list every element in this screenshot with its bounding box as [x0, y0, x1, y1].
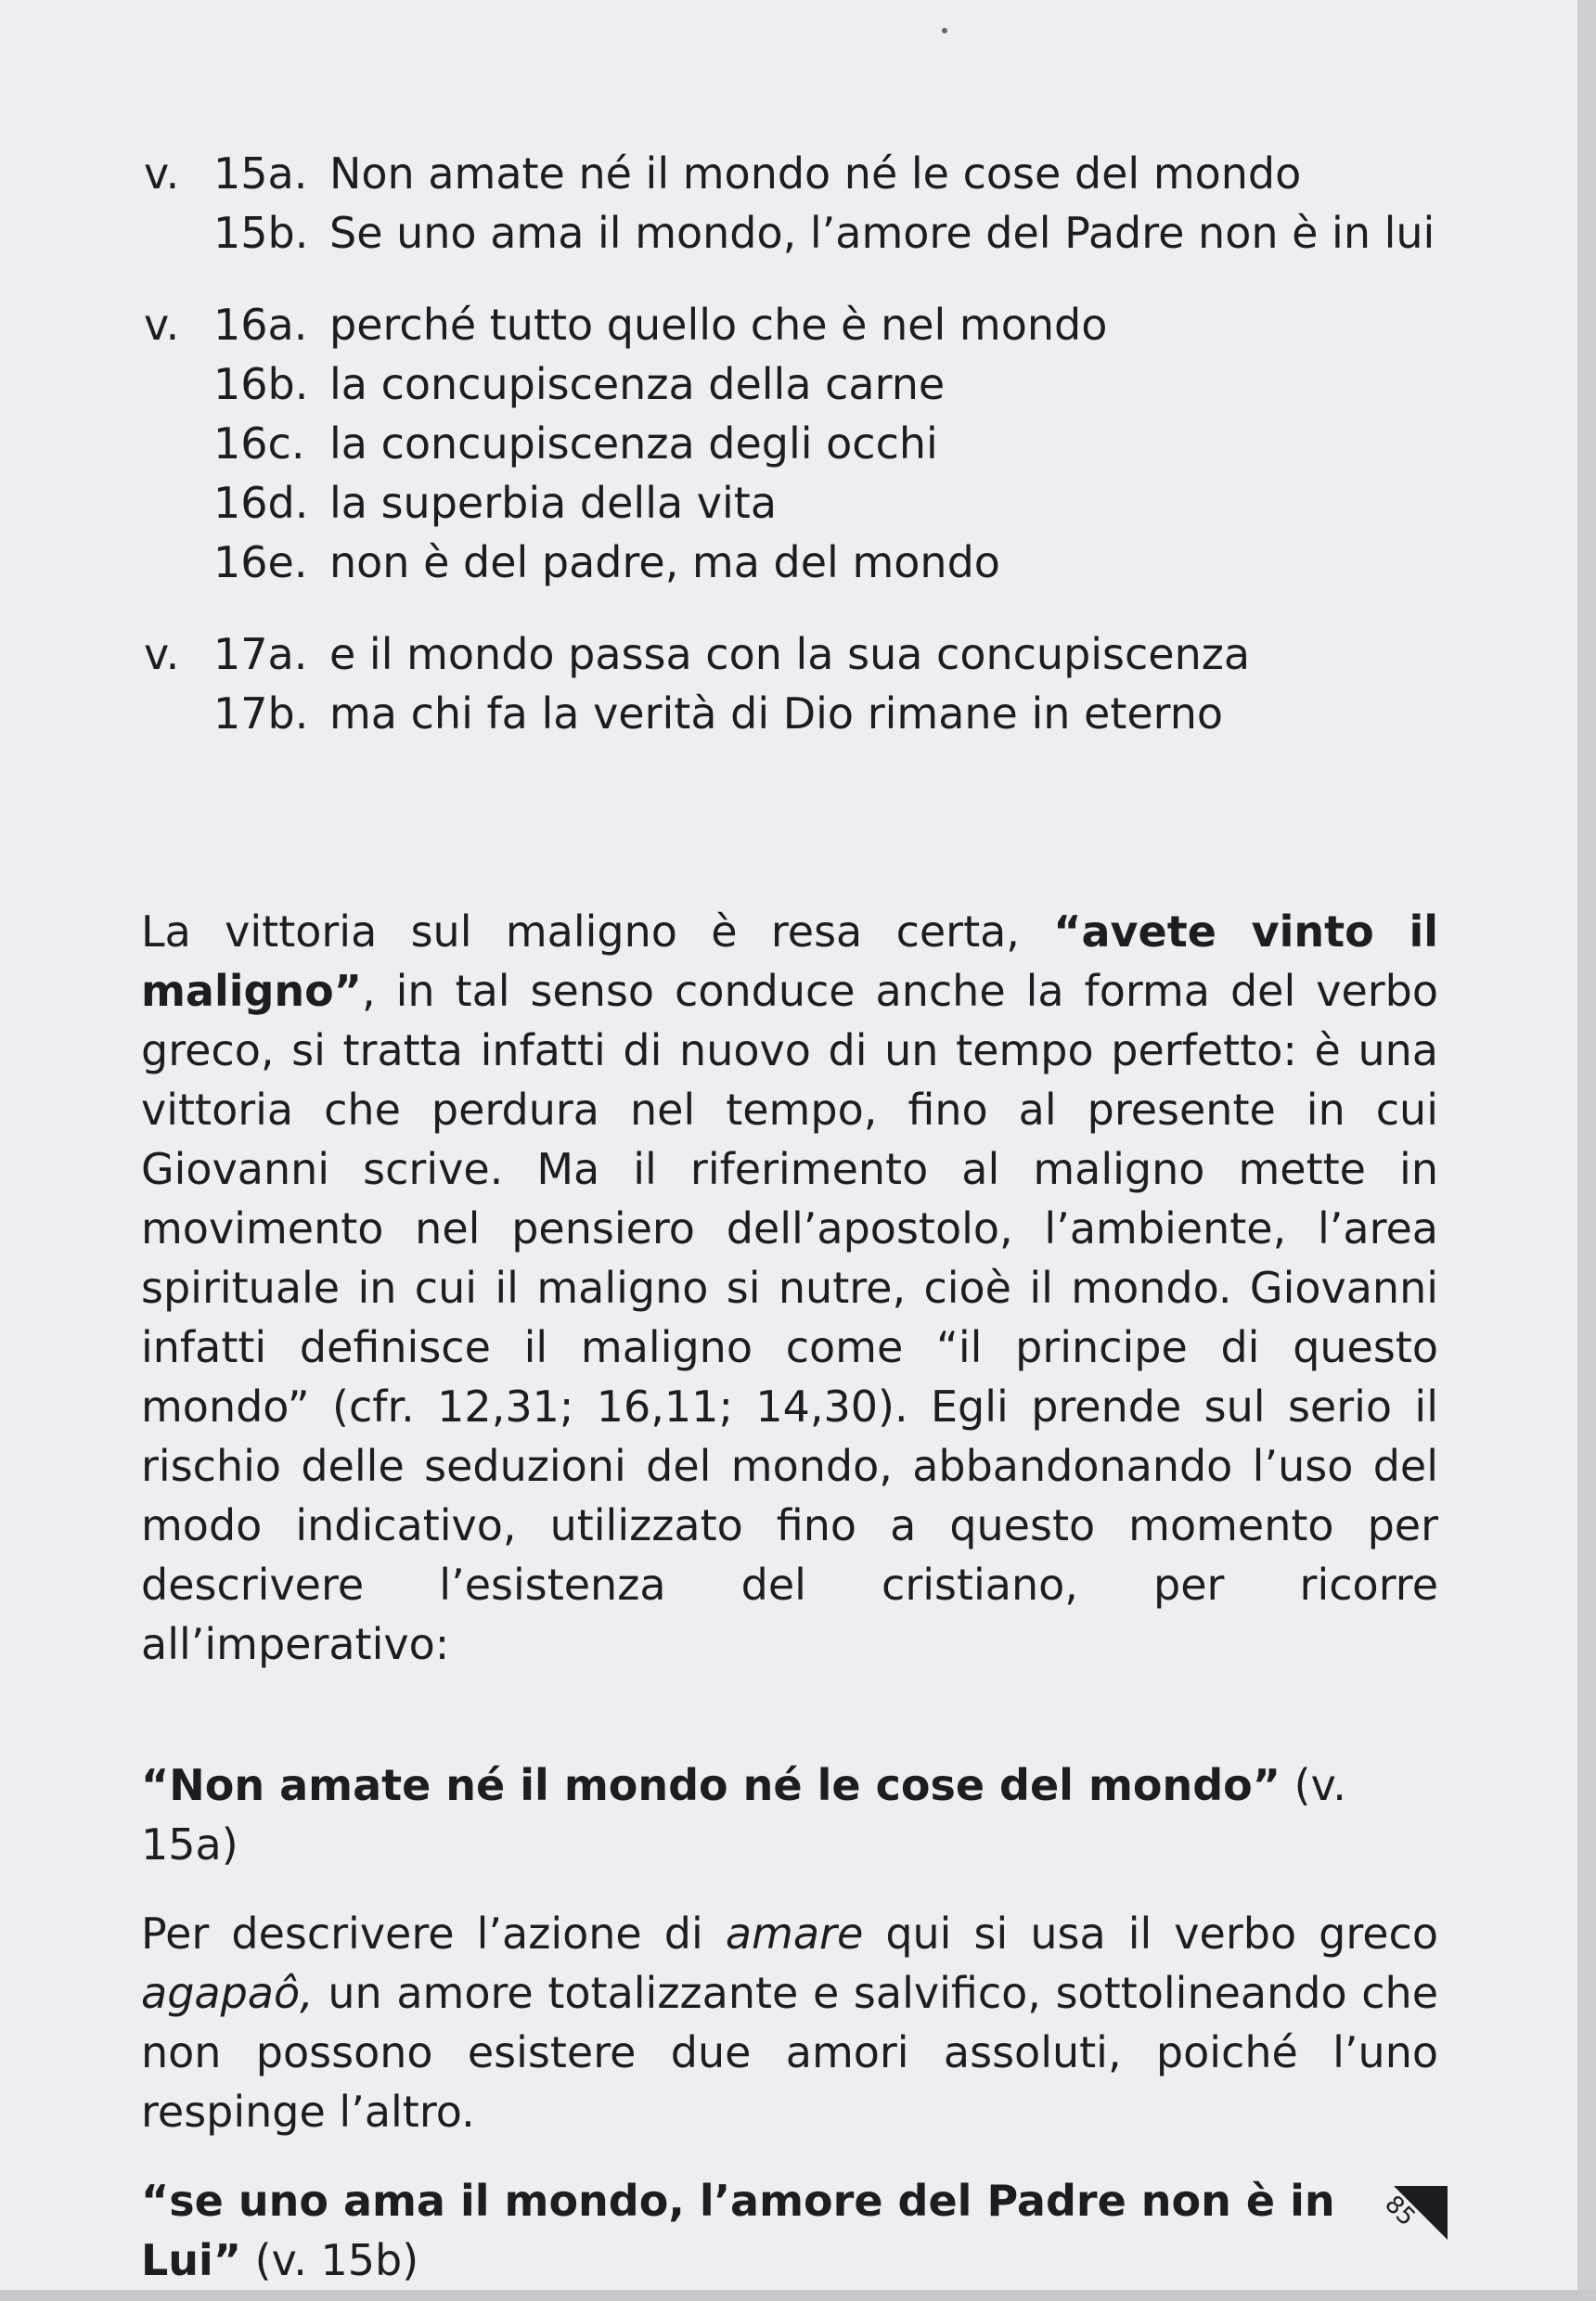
verse-line	[144, 624, 1443, 684]
verse-text: e il mondo passa con la sua concupiscenza	[329, 629, 1251, 679]
verse-group-17	[144, 624, 1443, 743]
page-number: 85	[1379, 2190, 1421, 2232]
verse-line	[144, 414, 1443, 473]
verse-line	[144, 473, 1443, 533]
verse-line	[144, 684, 1443, 743]
verse-text: non è del padre, ma del mondo	[329, 537, 1000, 587]
verse-line	[144, 295, 1443, 354]
verse-number: 16e.	[213, 537, 308, 587]
page-bottom-edge	[0, 2290, 1596, 2301]
verse-line	[144, 144, 1443, 203]
verse-text: ma chi fa la verità di Dio rimane in eterno	[329, 688, 1224, 739]
verse-number: 16a.	[213, 300, 308, 350]
verse-prefix: v.	[144, 300, 180, 350]
verse-text: Non amate né il mondo né le cose del mondo	[329, 148, 1302, 199]
verse-number: 15b.	[213, 208, 309, 258]
verse-group-16	[144, 295, 1443, 592]
commentary	[141, 902, 1438, 2290]
verse-number: 16b.	[213, 359, 309, 409]
paragraph-text: Per descrivere l’azione di	[141, 1909, 726, 1959]
verse-number: 16c.	[213, 418, 305, 469]
page-edge	[1577, 0, 1596, 2301]
italic-term: amare	[725, 1909, 864, 1959]
verse-list	[144, 144, 1443, 776]
heading-reference: (v. 15a)	[141, 1760, 1346, 1870]
verse-number: 16d.	[213, 478, 309, 528]
paragraph-agapao	[141, 1904, 1438, 2141]
verse-number: 15a.	[213, 148, 308, 199]
verse-number: 17b.	[213, 688, 309, 739]
verse-line	[144, 203, 1443, 263]
speck	[942, 28, 947, 33]
verse-prefix: v.	[144, 629, 180, 679]
paragraph-text: La vittoria sul maligno è resa certa,	[141, 906, 1054, 957]
section-heading-15a	[141, 1755, 1438, 1874]
verse-text: Se uno ama il mondo, l’amore del Padre non è in lui	[329, 208, 1435, 258]
verse-group-15	[144, 144, 1443, 263]
verse-text: la concupiscenza della carne	[329, 359, 946, 409]
heading-reference: (v. 15b)	[241, 2235, 419, 2285]
bold-quote: “avete vinto il maligno”	[141, 906, 1439, 1016]
verse-text: perché tutto quello che è nel mondo	[329, 300, 1108, 350]
verse-line	[144, 533, 1443, 592]
verse-text: la superbia della vita	[329, 478, 778, 528]
verse-line	[144, 354, 1443, 414]
verse-number: 17a.	[213, 629, 308, 679]
section-heading-15b	[141, 2171, 1438, 2290]
paragraph-text: un amore totalizzante e salvifico, sottolineando che non possono esistere due amori assoluti, poiché l’uno respinge l’altro.	[141, 1968, 1438, 2137]
paragraph-victory	[141, 902, 1438, 1674]
page-number-marker	[1373, 2180, 1448, 2255]
paragraph-text: , in tal senso conduce anche la forma del verbo greco, si tratta infatti di nuovo di un tempo perfetto: è una vittoria che perdura nel tempo, fino al presente in cui Giovanni scrive. Ma il riferimento al maligno mette in movimento nel pensiero dell’apostolo, l’ambiente, l’area spirituale in cui il maligno si nutre, cioè il mondo. Giovanni infatti definisce il maligno come “il principe di questo mondo” (cfr. 12,31; 16,11; 14,30). Egli prende sul serio il rischio delle seduzioni del mondo, abbandonando l’uso del modo indicativo, utilizzato fino a questo momento per descrivere l’esistenza del cristiano, per ricorre all’imperativo:	[141, 966, 1438, 1669]
paragraph-text: qui si usa il verbo greco	[863, 1909, 1438, 1959]
verse-prefix: v.	[144, 148, 180, 199]
italic-term: agapaô,	[141, 1968, 314, 2018]
heading-quote: “se uno ama il mondo, l’amore del Padre non è in Lui”	[141, 2176, 1335, 2285]
verse-text: la concupiscenza degli occhi	[329, 418, 938, 469]
heading-quote: “Non amate né il mondo né le cose del mondo”	[141, 1760, 1281, 1810]
